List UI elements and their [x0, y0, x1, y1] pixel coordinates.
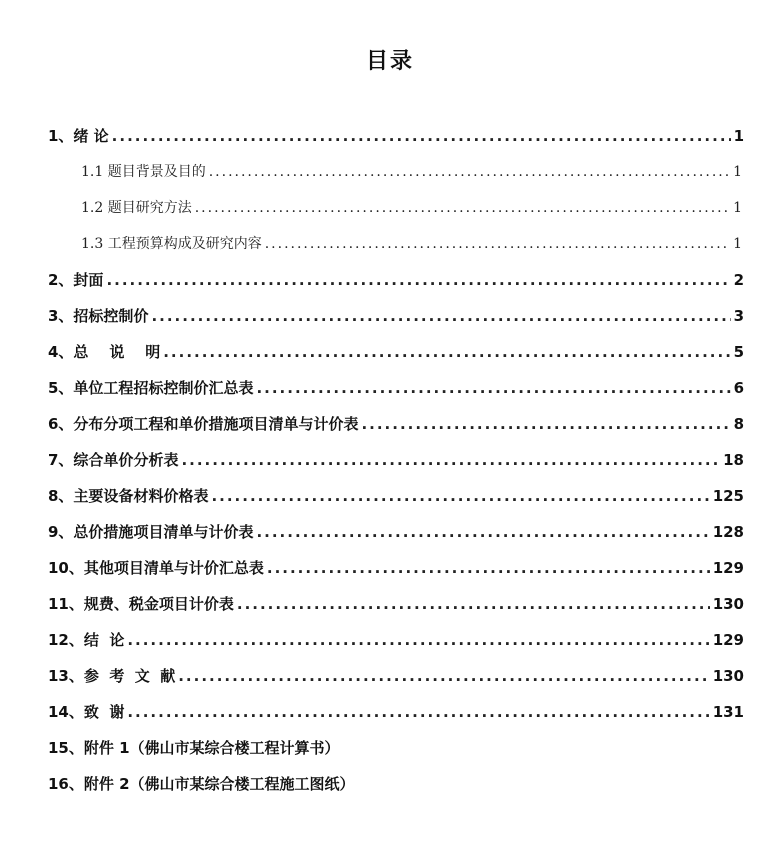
toc-entry-2[interactable]	[48, 262, 744, 298]
toc-page-number: 1	[733, 127, 744, 145]
toc-entry-label: 5、单位工程招标控制价汇总表	[48, 379, 254, 397]
toc-entry-7[interactable]	[48, 442, 744, 478]
toc-entry-11[interactable]	[48, 586, 744, 622]
leader-dots	[195, 190, 730, 226]
table-of-contents	[48, 118, 744, 802]
toc-entry-10[interactable]	[48, 550, 744, 586]
toc-entry-8[interactable]	[48, 478, 744, 514]
toc-page-number: 129	[712, 631, 744, 649]
toc-entry-1-3[interactable]	[48, 226, 744, 262]
leader-dots	[163, 334, 730, 370]
toc-entry-label: 11、规费、税金项目计价表	[48, 595, 234, 613]
toc-page-number: 1	[733, 200, 742, 216]
toc-entry-12[interactable]	[48, 622, 744, 658]
toc-page-number: 130	[712, 667, 744, 685]
toc-entry-label: 2、封面	[48, 271, 104, 289]
leader-dots	[127, 694, 709, 730]
toc-entry-13[interactable]	[48, 658, 744, 694]
toc-page-number: 5	[733, 343, 744, 361]
leader-dots	[209, 154, 730, 190]
toc-entry-label: 4、总 说 明	[48, 343, 161, 361]
toc-entry-label: 1、绪 论	[48, 127, 109, 145]
toc-page-number: 131	[712, 703, 744, 721]
leader-dots	[211, 478, 709, 514]
toc-entry-6[interactable]	[48, 406, 744, 442]
toc-entry-label: 15、附件 1（佛山市某综合楼工程计算书）	[48, 739, 340, 757]
leader-dots	[237, 586, 710, 622]
toc-entry-label: 10、其他项目清单与计价汇总表	[48, 559, 264, 577]
toc-entry-label: 12、结 论	[48, 631, 125, 649]
toc-entry-label: 8、主要设备材料价格表	[48, 487, 209, 505]
leader-dots	[112, 118, 731, 154]
toc-page-number: 2	[733, 271, 744, 289]
toc-entry-4[interactable]	[48, 334, 744, 370]
toc-entry-15[interactable]	[48, 730, 744, 766]
toc-page-number: 3	[733, 307, 744, 325]
toc-entry-label: 1.2 题目研究方法	[81, 200, 192, 216]
toc-entry-label: 16、附件 2（佛山市某综合楼工程施工图纸）	[48, 775, 355, 793]
toc-entry-label: 7、综合单价分析表	[48, 451, 179, 469]
toc-page-number: 6	[733, 379, 744, 397]
toc-entry-14[interactable]	[48, 694, 744, 730]
toc-page-number: 18	[723, 451, 744, 469]
toc-entry-1[interactable]	[48, 118, 744, 154]
leader-dots	[151, 298, 730, 334]
toc-entry-9[interactable]	[48, 514, 744, 550]
toc-page-number: 128	[712, 523, 744, 541]
toc-page-number: 130	[712, 595, 744, 613]
toc-entry-3[interactable]	[48, 298, 744, 334]
leader-dots	[267, 550, 710, 586]
toc-entry-16[interactable]	[48, 766, 744, 802]
toc-page-number: 1	[733, 236, 742, 252]
toc-entry-label: 1.1 题目背景及目的	[81, 164, 206, 180]
leader-dots	[181, 442, 720, 478]
toc-entry-label: 3、招标控制价	[48, 307, 149, 325]
leader-dots	[178, 658, 709, 694]
toc-page-number: 129	[712, 559, 744, 577]
toc-entry-label: 9、总价措施项目清单与计价表	[48, 523, 254, 541]
toc-entry-label: 14、致 谢	[48, 703, 125, 721]
toc-entry-5[interactable]	[48, 370, 744, 406]
leader-dots	[106, 262, 730, 298]
toc-entry-label: 6、分布分项工程和单价措施项目清单与计价表	[48, 415, 359, 433]
toc-page-number: 8	[733, 415, 744, 433]
leader-dots	[127, 622, 709, 658]
toc-entry-1-2[interactable]	[48, 190, 744, 226]
toc-title: 目录	[365, 49, 414, 74]
leader-dots	[256, 514, 709, 550]
leader-dots	[361, 406, 730, 442]
leader-dots	[256, 370, 730, 406]
toc-page-number: 1	[733, 164, 742, 180]
toc-page-number: 125	[712, 487, 744, 505]
toc-entry-label: 13、参 考 文 献	[48, 667, 176, 685]
leader-dots	[265, 226, 730, 262]
toc-entry-1-1[interactable]	[48, 154, 744, 190]
toc-entry-label: 1.3 工程预算构成及研究内容	[81, 236, 262, 252]
